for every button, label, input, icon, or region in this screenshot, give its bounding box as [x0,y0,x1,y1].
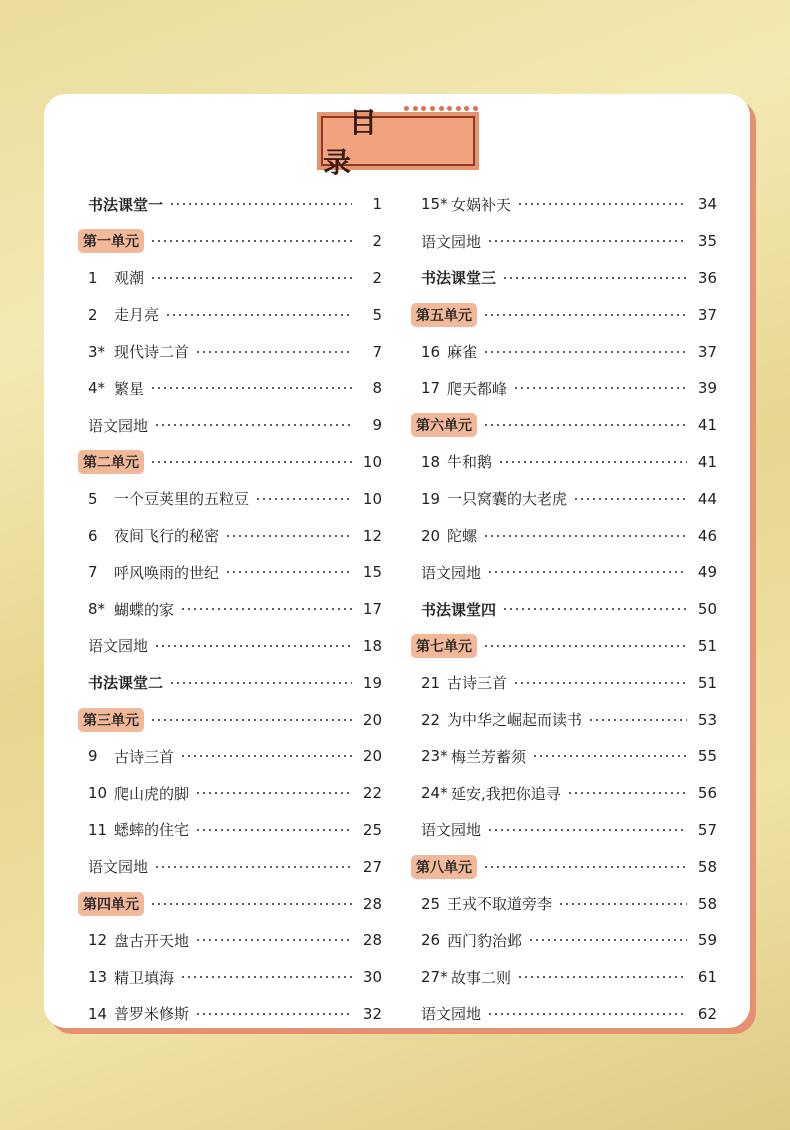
lesson-number: 24* [421,784,448,803]
entry-title: 繁星 [114,379,145,398]
dot-leader [225,531,352,541]
entry-title: 语文园地 [421,821,482,840]
toc-entry[interactable] [421,959,717,996]
dot-leader [169,678,352,688]
entry-title: 梅兰芳蓄须 [451,747,527,766]
lesson-number: 4* [88,379,106,398]
page-number: 9 [372,416,382,435]
lesson-number: 2 [88,305,98,324]
page-number: 35 [697,232,717,251]
page-number: 27 [362,857,382,876]
unit-badge: 第四单元 [78,892,144,916]
title-plaque [317,106,479,179]
entry-title: 爬山虎的脚 [114,784,190,803]
page-number: 59 [697,931,717,950]
toc-entry[interactable] [88,554,382,591]
entry-title: 语文园地 [421,232,482,251]
page-number: 19 [362,673,382,692]
lesson-number: 15* [421,195,448,214]
toc-entry[interactable] [88,812,382,849]
entry-title: 书法课堂四 [421,600,497,619]
toc-entry[interactable] [416,628,717,665]
dot-leader [195,935,352,945]
entry-title: 蝴蝶的家 [114,600,175,619]
lesson-number: 17 [421,379,441,398]
dot-leader [558,899,687,909]
entry-title: 古诗三首 [114,747,175,766]
dot-leader [483,310,687,320]
dot-leader [517,199,687,209]
page-number: 10 [362,452,382,471]
page-number: 57 [697,820,717,839]
toc-entry[interactable] [416,848,717,885]
unit-badge: 第三单元 [78,708,144,732]
entry-title: 王戎不取道旁李 [447,895,553,914]
lesson-number: 19 [421,489,441,508]
page-number: 2 [372,268,382,287]
toc-entry[interactable] [421,333,717,370]
entry-title: 麻雀 [447,343,478,362]
entry-title: 一个豆荚里的五粒豆 [114,490,250,509]
dot-leader [487,1009,687,1019]
dot-leader [483,347,687,357]
unit-badge: 第二单元 [78,450,144,474]
toc-entry[interactable] [88,996,382,1033]
lesson-number: 6 [88,526,98,545]
dot-leader [517,972,687,982]
unit-badge: 第六单元 [411,413,477,437]
toc-entry[interactable] [421,444,717,481]
toc-entry[interactable] [416,296,717,333]
lesson-number: 25 [421,894,441,913]
dot-leader [483,862,687,872]
toc-entry[interactable] [421,554,717,591]
dot-leader [528,935,687,945]
lesson-number: 18 [421,452,441,471]
toc-entry[interactable] [421,738,717,775]
page-number: 51 [697,636,717,655]
lesson-number: 9 [88,747,98,766]
toc-entry[interactable] [88,628,382,665]
entry-title: 呼风唤雨的世纪 [114,563,220,582]
dot-leader [180,972,352,982]
dot-leader [195,347,352,357]
entry-title: 语文园地 [421,563,482,582]
dot-leader [154,862,352,872]
toc-entry[interactable] [88,517,382,554]
toc-entry[interactable] [416,407,717,444]
page-number: 55 [697,747,717,766]
page-number: 28 [362,894,382,913]
page-number: 39 [697,379,717,398]
toc-entry[interactable] [421,922,717,959]
entry-title: 观潮 [114,269,145,288]
lesson-number: 7 [88,563,98,582]
toc-entry[interactable] [88,296,382,333]
toc-entry[interactable] [88,922,382,959]
page-number: 37 [697,305,717,324]
page-number: 32 [362,1004,382,1023]
dot-leader [150,236,352,246]
entry-title: 牛和鹅 [447,453,493,472]
toc-entry[interactable] [421,664,717,701]
entry-title: 现代诗二首 [114,343,190,362]
toc-entry[interactable] [421,701,717,738]
entry-title: 语文园地 [88,416,149,435]
entry-title: 夜间飞行的秘密 [114,527,220,546]
page-number: 41 [697,416,717,435]
entry-title: 蟋蟀的住宅 [114,821,190,840]
dot-leader [150,273,352,283]
page-number: 50 [697,600,717,619]
entry-title: 普罗米修斯 [114,1005,190,1024]
lesson-number: 13 [88,968,108,987]
lesson-number: 11 [88,820,108,839]
dot-leader [255,494,352,504]
dot-leader [225,567,352,577]
page-number: 46 [697,526,717,545]
toc-entry[interactable] [421,885,717,922]
lesson-number: 5 [88,489,98,508]
dot-leader [180,604,352,614]
page-number: 5 [372,305,382,324]
lesson-number: 20 [421,526,441,545]
lesson-number: 22 [421,710,441,729]
page-number: 17 [362,600,382,619]
page-number: 36 [697,268,717,287]
lesson-number: 16 [421,342,441,361]
toc-entry[interactable] [421,812,717,849]
dot-leader [487,825,687,835]
toc-entry[interactable] [88,260,382,297]
toc-entry[interactable] [83,444,382,481]
toc-entry[interactable] [88,664,382,701]
page-number: 51 [697,673,717,692]
entry-title: 书法课堂一 [88,195,164,214]
unit-badge: 第八单元 [411,855,477,879]
page-number: 1 [372,195,382,214]
page-number: 22 [362,784,382,803]
lesson-number: 8* [88,600,106,619]
dot-leader [169,199,352,209]
entry-title: 爬天都峰 [447,379,508,398]
entry-title: 一只窝囊的大老虎 [447,490,568,509]
dot-leader [154,420,352,430]
toc-entry[interactable] [88,848,382,885]
lesson-number: 1 [88,268,98,287]
toc-entry[interactable] [421,775,717,812]
dot-leader [513,678,687,688]
dot-leader [195,825,352,835]
toc-entry[interactable] [421,223,717,260]
unit-badge: 第五单元 [411,303,477,327]
dot-leader [150,457,352,467]
dot-leader [483,641,687,651]
page-number: 20 [362,710,382,729]
toc-entry[interactable] [88,959,382,996]
dot-leader [487,236,687,246]
dot-leader [195,788,352,798]
page-number: 56 [697,784,717,803]
lesson-number: 27* [421,968,448,987]
page-number: 2 [372,232,382,251]
toc-entry[interactable] [88,775,382,812]
toc-entry[interactable] [421,480,717,517]
entry-title: 语文园地 [88,637,149,656]
page-number: 25 [362,820,382,839]
lesson-number: 10 [88,784,108,803]
toc-entry[interactable] [88,738,382,775]
entry-title: 为中华之崛起而读书 [447,711,583,730]
page-number: 61 [697,968,717,987]
page-number: 20 [362,747,382,766]
toc-entry[interactable] [83,885,382,922]
toc-entry[interactable] [88,480,382,517]
page-number: 15 [362,563,382,582]
toc-entry[interactable] [88,186,382,223]
dot-leader [588,715,687,725]
lesson-number: 26 [421,931,441,950]
entry-title: 女娲补天 [451,195,512,214]
toc-entry[interactable] [88,591,382,628]
page-number: 53 [697,710,717,729]
lesson-number: 14 [88,1004,108,1023]
entry-title: 走月亮 [114,306,160,325]
toc-right-column [416,186,717,1032]
entry-title: 书法课堂二 [88,674,164,693]
entry-title: 故事二则 [451,968,512,987]
dot-leader [154,641,352,651]
page-number: 37 [697,342,717,361]
page-number: 44 [697,489,717,508]
page-number: 62 [697,1004,717,1023]
page-number: 34 [697,195,717,214]
dot-leader [195,1009,352,1019]
page-number: 7 [372,342,382,361]
page-number: 8 [372,379,382,398]
page-number: 30 [362,968,382,987]
entry-title: 陀螺 [447,527,478,546]
lesson-number: 21 [421,673,441,692]
entry-title: 西门豹治邺 [447,931,523,950]
page-number: 28 [362,931,382,950]
toc-entry[interactable] [421,996,717,1033]
dot-leader [165,310,352,320]
entry-title: 语文园地 [421,1005,482,1024]
page-number: 18 [362,636,382,655]
dot-leader [573,494,687,504]
lesson-number: 12 [88,931,108,950]
entry-title: 语文园地 [88,858,149,877]
page-number: 58 [697,894,717,913]
dot-leader [502,604,687,614]
toc-entry[interactable] [421,591,717,628]
dot-leader [532,751,687,761]
toc-entry[interactable] [421,370,717,407]
page-title: 目 录 [321,116,475,166]
dot-leader [502,273,687,283]
dot-leader [150,715,352,725]
dot-leader [487,567,687,577]
dot-leader [567,788,687,798]
page-number: 12 [362,526,382,545]
toc-entry[interactable] [88,407,382,444]
dot-leader [150,383,352,393]
toc-left-column [83,186,382,1032]
dot-leader [483,420,687,430]
unit-badge: 第七单元 [411,634,477,658]
unit-badge: 第一单元 [78,229,144,253]
dot-leader [483,531,687,541]
toc-entry[interactable] [421,186,717,223]
entry-title: 盘古开天地 [114,931,190,950]
entry-title: 古诗三首 [447,674,508,693]
dot-leader [150,899,352,909]
page-number: 41 [697,452,717,471]
dot-leader [498,457,687,467]
toc-entry[interactable] [83,223,382,260]
toc-entry[interactable] [421,260,717,297]
toc-entry[interactable] [83,701,382,738]
toc-entry[interactable] [88,370,382,407]
page-number: 49 [697,563,717,582]
dot-leader [513,383,687,393]
entry-title: 延安,我把你追寻 [451,784,561,803]
lesson-number: 3* [88,342,106,361]
dot-leader [180,751,352,761]
toc-entry[interactable] [88,333,382,370]
lesson-number: 23* [421,747,448,766]
entry-title: 书法课堂三 [421,269,497,288]
entry-title: 精卫填海 [114,968,175,987]
toc-entry[interactable] [421,517,717,554]
page-number: 10 [362,489,382,508]
page-number: 58 [697,857,717,876]
